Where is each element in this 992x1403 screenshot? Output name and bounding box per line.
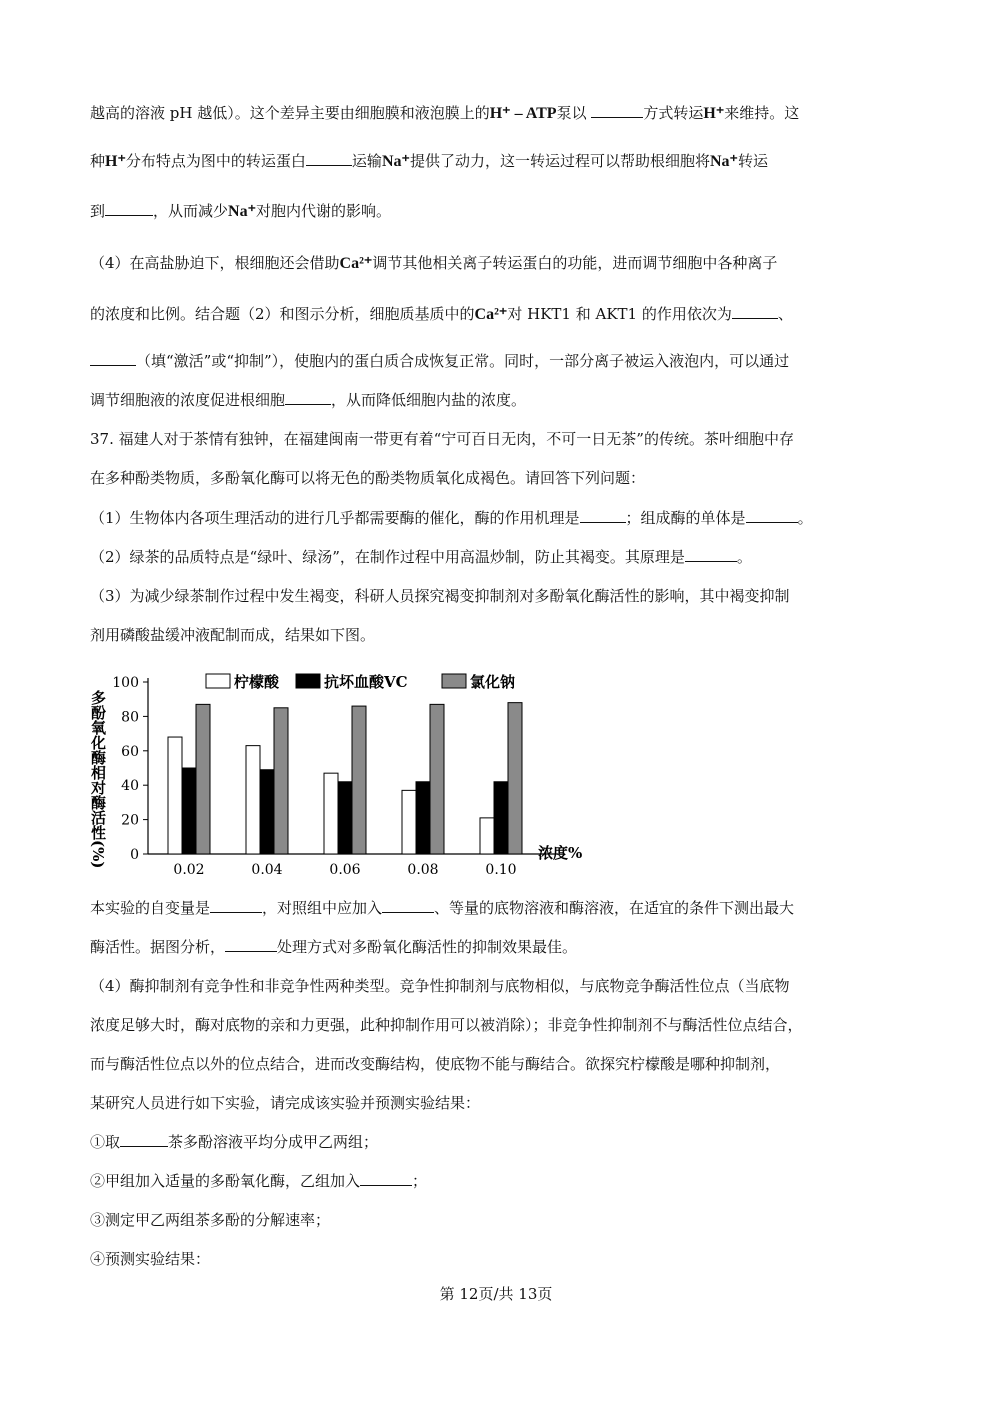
text: ②甲组加入适量的多酚氧化酶，乙组加入 [90,1172,361,1190]
bar [352,706,366,854]
bar [508,703,522,854]
answer-blank[interactable] [306,153,352,166]
answer-blank[interactable] [591,105,643,118]
answer-blank[interactable] [360,1173,412,1186]
bar [402,790,416,854]
step-4: ④预测实验结果： [90,1250,211,1268]
chem-formula: Ca²⁺ [339,255,373,272]
bar [430,704,444,854]
bar [480,818,494,854]
text-line: 剂用磷酸盐缓冲液配制而成，结果如下图。 [90,626,376,644]
text: ； [412,1172,428,1190]
answer-blank[interactable] [580,510,626,523]
text: ；组成酶的单体是 [625,509,746,527]
legend-swatch [296,674,320,688]
x-axis-label: 浓度% [538,844,583,862]
text: 越高的溶液 pH 越低）。这个差异主要由细胞膜和液泡膜上的 [90,104,490,122]
y-axis-label: 多酚氧化酶相对酶活性(%) [89,690,107,869]
bar [196,704,210,854]
chem-formula: Na⁺ [228,203,257,220]
text-line: 某研究人员进行如下实验，请完成该实验并预测实验结果： [90,1094,481,1112]
step-1 [90,1131,378,1152]
answer-blank[interactable] [210,900,262,913]
legend-label: 抗坏血酸VC [324,673,408,691]
y-tick-label: 20 [121,812,139,829]
text: 转运 [737,152,768,170]
answer-blank[interactable] [105,203,153,216]
y-tick-label: 0 [130,847,139,863]
legend-label: 柠檬酸 [234,673,280,691]
text-line: （4）酶抑制剂有竞争性和非竞争性两种类型。竞争性抑制剂与底物相似，与底物竞争酶活性位点（当底物 [90,977,790,995]
x-tick-label: 0.06 [329,862,361,878]
text: 运输 [351,152,382,170]
x-tick-label: 0.04 [251,862,283,878]
answer-blank[interactable] [225,939,277,952]
answer-blank[interactable] [285,392,331,405]
chem-formula: Ca²⁺ [474,306,508,323]
y-tick-label: 80 [121,709,139,726]
text: ，对照组中应加入 [262,899,383,917]
text: 到 [90,202,106,220]
text-line: 浓度足够大时，酶对底物的亲和力更强，此种抑制作用可以被消除）；非竞争性抑制剂不与酶活性位点结合， [90,1016,803,1034]
text-line [90,102,799,123]
text-line [90,150,768,171]
x-tick-label: 0.10 [485,862,517,878]
x-tick-label: 0.02 [173,862,205,878]
text-line: （3）为减少绿茶制作过程中发生褐变，科研人员探究褐变抑制剂对多酚氧化酶活性的影响，其中褐变抑制 [90,587,790,605]
text: 酶活性。据图分析， [90,938,226,956]
text: 提供了动力，这一转运过程可以帮助根细胞将 [409,152,710,170]
text: 来维持。这 [724,104,800,122]
y-tick-label: 60 [121,743,139,760]
text: 。 [736,548,752,566]
answer-blank[interactable] [732,306,778,319]
text: （2）绿茶的品质特点是“绿叶、绿汤”，在制作过程中用高温炒制，防止其褐变。其原理是 [90,548,685,566]
text: 茶多酚溶液平均分成甲乙两组； [168,1133,379,1151]
text: 处理方式对多酚氧化酶活性的抑制效果最佳。 [277,938,578,956]
chem-formula: H⁺ – ATP [489,105,557,122]
text: 。 [797,509,813,527]
legend-swatch [206,674,230,688]
chem-formula: H⁺ [105,153,126,170]
text: 分布特点为图中的转运蛋白 [125,152,306,170]
x-tick-label: 0.08 [407,862,439,878]
text: 泵以 [556,104,587,122]
text: ，从而减少 [153,202,229,220]
text-line [90,546,752,567]
text-line [90,252,777,273]
step-2 [90,1170,427,1191]
text: ①取 [90,1133,121,1151]
bar [168,737,182,854]
text-line: 在多种酚类物质，多酚氧化酶可以将无色的酚类物质氧化成褐色。请回答下列问题： [90,469,646,487]
text-line [90,897,794,918]
text: 对 HKT1 和 AKT1 的作用依次为 [507,305,732,323]
text: 调节细胞液的浓度促进根细胞 [90,391,286,409]
answer-blank[interactable] [382,900,434,913]
text: 、等量的底物溶液和酶溶液，在适宜的条件下测出最大 [434,899,795,917]
text-line [90,389,526,410]
bar [274,708,288,854]
bar [260,770,274,854]
text-line [90,936,577,957]
text: 方式转运 [643,104,704,122]
chem-formula: H⁺ [703,105,725,122]
bar [338,782,352,854]
bar-chart [88,662,588,882]
bar [416,782,430,854]
chem-formula: Na⁺ [709,153,738,170]
text: ，从而降低细胞内盐的浓度。 [331,391,527,409]
text: 种 [90,152,106,170]
text: 对胞内代谢的影响。 [256,202,392,220]
y-tick-label: 40 [121,778,139,795]
answer-blank[interactable] [120,1134,168,1147]
bar [246,746,260,854]
text: 本实验的自变量是 [90,899,211,917]
y-tick-label: 100 [112,675,139,691]
text: 、 [777,305,793,323]
text: 的浓度和比例。结合题（2）和图示分析，细胞质基质中的 [90,305,475,323]
answer-blank[interactable] [685,549,737,562]
text-line [90,507,813,528]
answer-blank[interactable] [746,510,798,523]
legend-label: 氯化钠 [470,673,516,691]
question-37-intro: 37. 福建人对于茶情有独钟，在福建闽南一带更有着“宁可百日无肉，不可一日无茶”的传统。茶叶细胞中存 [90,430,794,448]
text: （填“激活”或“抑制”），使胞内的蛋白质合成恢复正常。同时，一部分离子被运入液泡内，可以通过 [136,352,790,370]
bar [494,782,508,854]
bar [182,768,196,854]
step-3: ③测定甲乙两组茶多酚的分解速率； [90,1211,331,1229]
chem-formula: Na⁺ [381,153,410,170]
text-line [90,200,391,221]
text: （4）在高盐胁迫下，根细胞还会借助 [90,254,340,272]
text-line: 而与酶活性位点以外的位点结合，进而改变酶结构，使底物不能与酶结合。欲探究柠檬酸是哪种抑制剂， [90,1055,781,1073]
answer-blank[interactable] [90,353,136,366]
legend-swatch [442,674,466,688]
page-footer: 第 12页/共 13页 [439,1285,553,1303]
text-line [90,303,793,324]
text: 调节其他相关离子转运蛋白的功能，进而调节细胞中各种离子 [372,254,778,272]
bar [324,773,338,854]
text: （1）生物体内各项生理活动的进行几乎都需要酶的催化，酶的作用机理是 [90,509,580,527]
text-line [90,350,789,371]
